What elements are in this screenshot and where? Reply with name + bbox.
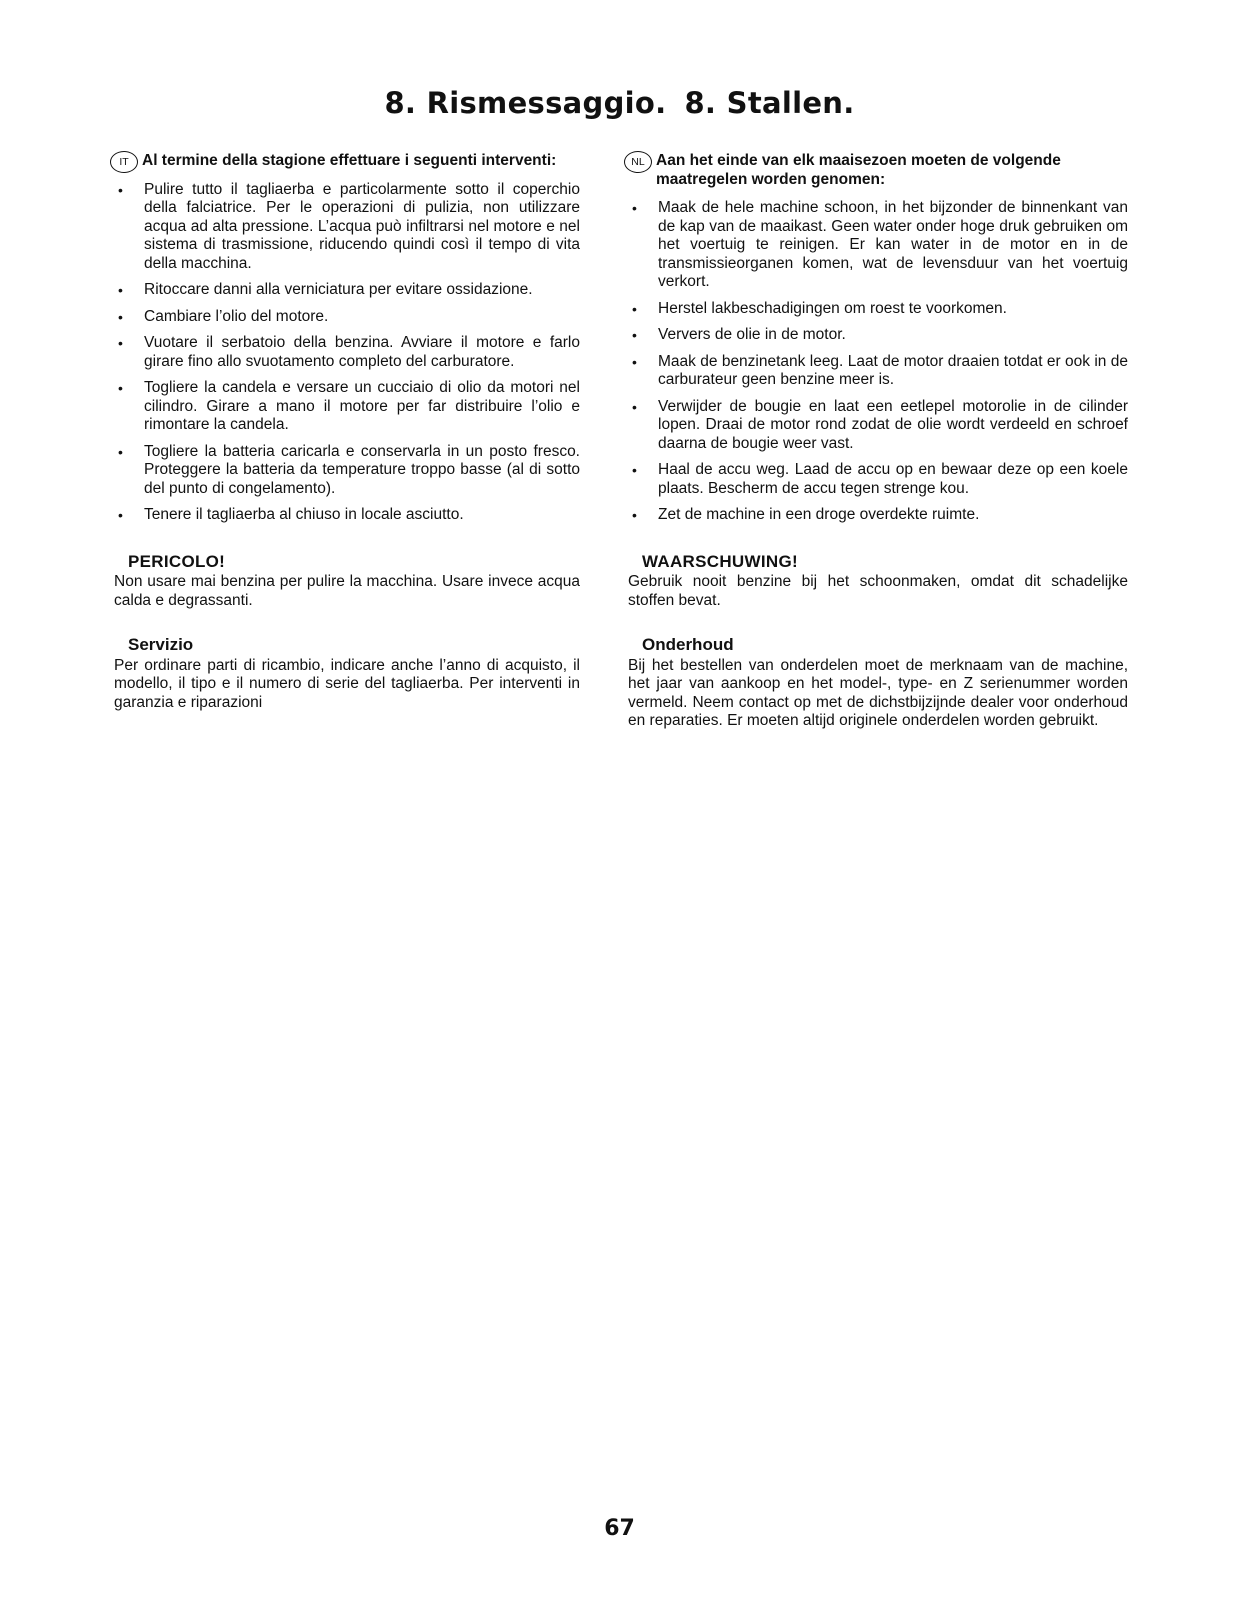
- nl-language-badge: NL: [624, 151, 652, 173]
- it-intro-text: Al termine della stagione effettuare i seguenti interventi:: [142, 152, 557, 169]
- nl-maintenance-list: [628, 199, 1128, 525]
- list-item: • Maak de benzinetank leeg. Laat de motor draaien totdat er ook in de carburateur geen benzine meer is.: [628, 353, 1128, 390]
- list-item: • Pulire tutto il tagliaerba e particolarmente sotto il coperchio della falciatrice. Per le operazioni di pulizia, non utilizzare acqua ad alta pressione. L’acqua può infiltrarsi nel motore e nel sistema di trasmissione, riducendo quindi così il tempo di vita della macchina.: [114, 181, 580, 274]
- list-item: • Herstel lakbeschadigingen om roest te voorkomen.: [628, 300, 1128, 319]
- nl-intro: [628, 152, 1128, 189]
- page-title: [0, 86, 1239, 120]
- it-maintenance-list: [114, 181, 580, 525]
- list-item: • Ritoccare danni alla verniciatura per evitare ossidazione.: [114, 281, 580, 300]
- page-title-it: 8. Rismessaggio.: [384, 86, 667, 120]
- it-service-heading: Servizio: [128, 635, 194, 654]
- nl-intro-text: Aan het einde van elk maaisezoen moeten de volgende maatregelen worden genomen:: [656, 152, 1061, 188]
- it-language-badge: IT: [110, 151, 138, 173]
- page-title-nl: 8. Stallen.: [684, 86, 855, 120]
- nl-warning-heading: WAARSCHUWING!: [642, 551, 798, 571]
- nl-service-text: Bij het bestellen van onderdelen moet de merknaam van de machine, het jaar van aankoop en het model-, type- en Z serienummer worden vermeld. Neem contact op met de dichstbijzijnde dealer voor onderhoud en reparaties. Er moeten altijd originele onderdelen worden gebruikt.: [628, 656, 1128, 729]
- it-warning-heading: PERICOLO!: [128, 551, 226, 571]
- italian-column: [114, 152, 580, 712]
- list-item: • Cambiare l’olio del motore.: [114, 308, 580, 327]
- it-warning-text: Non usare mai benzina per pulire la macchina. Usare invece acqua calda e degrassanti.: [114, 573, 580, 609]
- list-item: • Zet de machine in een droge overdekte ruimte.: [628, 506, 1128, 525]
- list-item: • Togliere la batteria caricarla e conservarla in un posto fresco. Proteggere la batteria da temperature troppo basse (al di sotto del punto di congelamento).: [114, 443, 580, 499]
- list-item: • Haal de accu weg. Laad de accu op en bewaar deze op een koele plaats. Bescherm de accu tegen strenge kou.: [628, 461, 1128, 498]
- page-number: 67: [604, 1516, 635, 1541]
- dutch-column: [628, 152, 1128, 731]
- nl-warning-text: Gebruik nooit benzine bij het schoonmaken, omdat dit schadelijke stoffen bevat.: [628, 573, 1128, 609]
- it-service-text: Per ordinare parti di ricambio, indicare anche l’anno di acquisto, il modello, il tipo e il numero di serie del tagliaerba. Per interventi in garanzia e riparazioni: [114, 656, 580, 711]
- list-item: • Togliere la candela e versare un cucciaio di olio da motori nel cilindro. Girare a mano il motore per far distribuire l’olio e rimontare la candela.: [114, 379, 580, 435]
- list-item: • Tenere il tagliaerba al chiuso in locale asciutto.: [114, 506, 580, 525]
- nl-service-heading: Onderhoud: [642, 635, 734, 654]
- list-item: • Maak de hele machine schoon, in het bijzonder de binnenkant van de kap van de maaikast. Geen water onder hoge druk gebruiken om het voertuig te reinigen. Er kan water in de motor en in de transmissieorganen komen, wat de levensduur van het voertuig verkort.: [628, 199, 1128, 292]
- list-item: • Verwijder de bougie en laat een eetlepel motorolie in de cilinder lopen. Draai de motor rond zodat de olie wordt verdeeld en schroef daarna de bougie weer vast.: [628, 398, 1128, 454]
- it-intro: [114, 152, 580, 171]
- list-item: • Ververs de olie in de motor.: [628, 326, 1128, 345]
- list-item: • Vuotare il serbatoio della benzina. Avviare il motore e farlo girare fino allo svuotamento completo del carburatore.: [114, 334, 580, 371]
